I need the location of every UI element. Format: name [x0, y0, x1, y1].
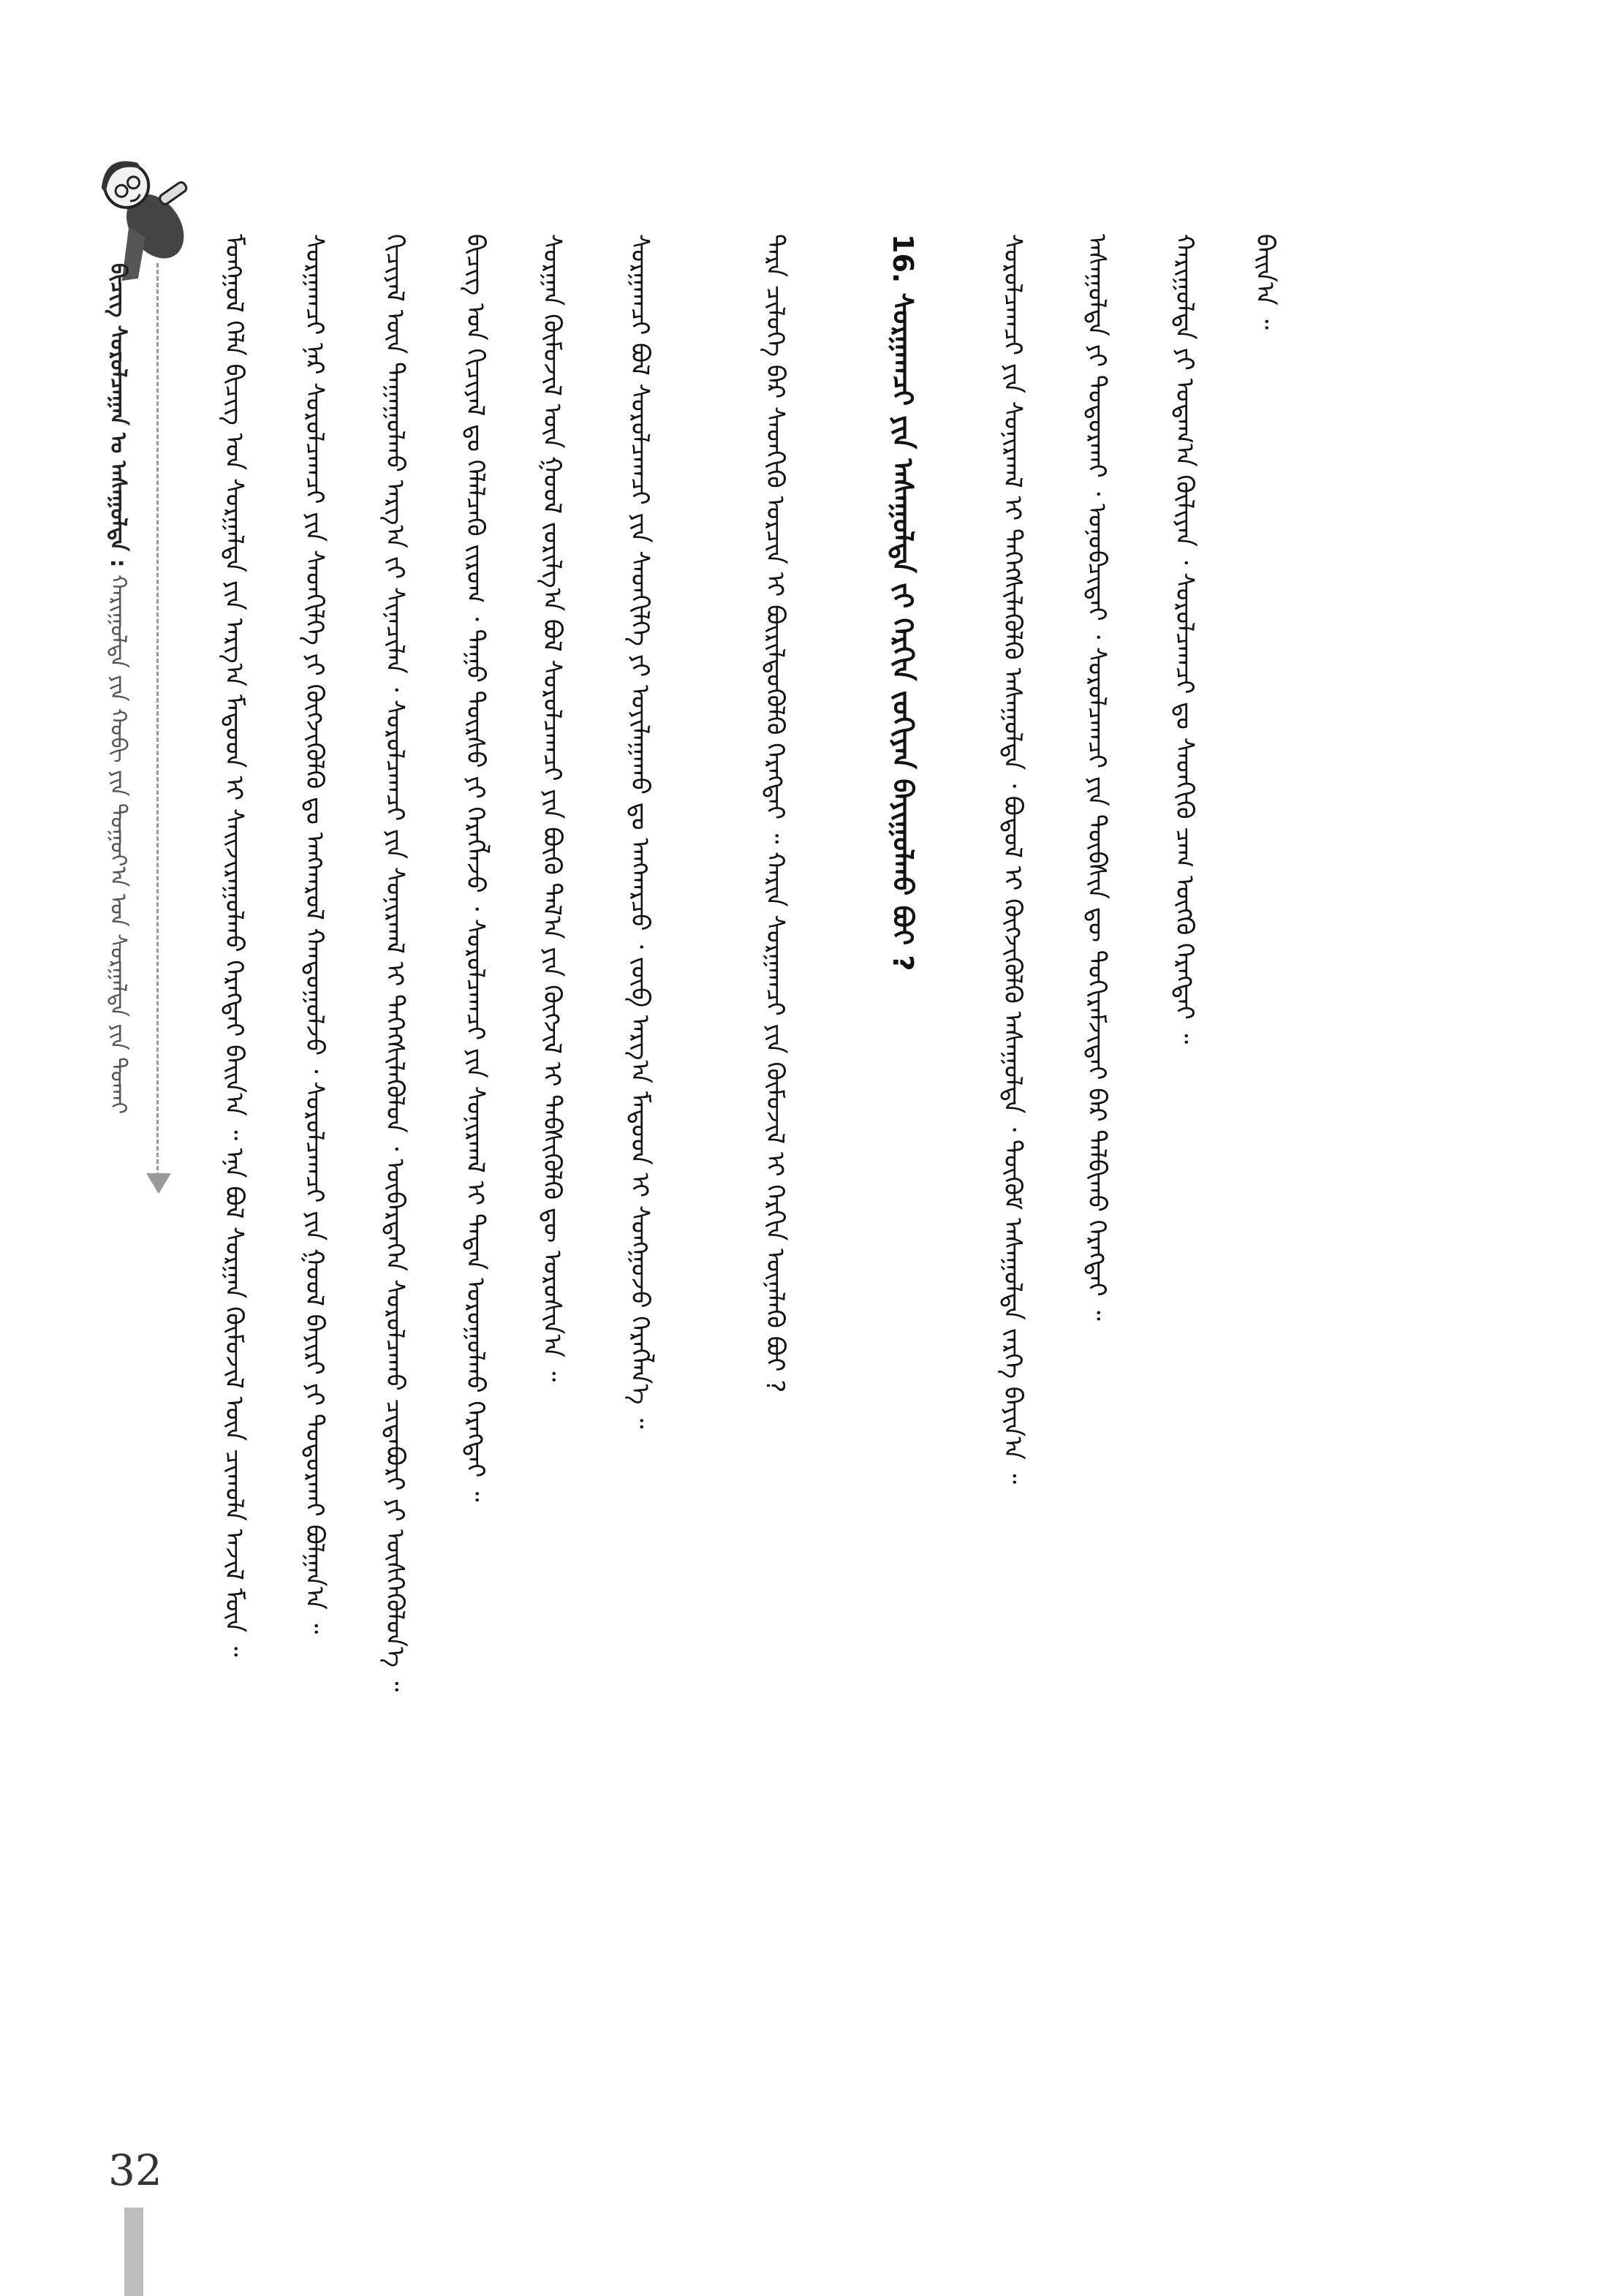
text-column-h: ᠰᠤᠷᠤᠯᠴᠠᠭᠴᠢ ᠶᠢᠨ ᠰᠣᠨᠢᠷᠬᠠᠯ ᠢ ᠳᠡᠭᠡᠭᠰᠢᠯᠡᠭᠦᠯᠬᠦ ᠠᠰᠠᠭᠤᠯᠲᠠ ᠂ ᠪᠣᠳᠣᠯ ᠢ ᠬᠥᠭᠵᠢᠭᠦᠯᠬᠦ ᠠᠰᠠᠭᠤᠯᠲᠠ ᠂ ᠳᠦᠭᠦᠮ ᠠᠰᠠᠭᠤᠯᠲᠠ ᠵᠡᠷᠭᠡ ᠪᠠᠶᠢᠨ᠎ᠠ ᠃: [998, 234, 1027, 1485]
text-column-i: ᠠᠰᠠᠭᠤᠯᠲᠠ ᠶᠢ ᠲᠣᠳᠣᠷᠬᠠᠢ ᠂ ᠣᠨᠣᠪᠴᠢᠲᠠᠢ ᠂ ᠰᠤᠷᠤᠯᠴᠠᠭᠴᠢ ᠶᠢᠨ ᠲᠦᠪᠰᠢᠨ ᠳᠦ ᠲᠣᠬᠢᠷᠠᠮᠵᠢᠲᠠᠢ ᠪᠡᠷ ᠲᠠᠯᠪᠢᠬᠤ ᠬᠡᠷᠡᠭᠲᠡᠢ ᠃: [1082, 234, 1111, 1321]
text-column-c: ᠬᠢᠴᠢᠶᠡᠯ ᠦᠨ ᠳᠠᠭᠠᠭᠤᠯᠬᠤ ᠠᠷᠭ᠎ᠠ ᠵᠢ ᠰᠢᠨᠡᠴᠢᠯᠡᠨ ᠂ ᠰᠤᠷᠤᠯᠴᠠᠭᠴᠢ ᠶᠢᠨ ᠰᠣᠨᠢᠷᠬᠠᠯ ᠢ ᠳᠡᠭᠡᠭᠰᠢᠯᠡᠭᠦᠯᠦᠨ ᠂ ᠥᠪᠡᠷᠲᠡᠭᠡᠨ ᠰᠤᠷᠤᠯᠴᠠᠬᠤ ᠴᠢᠳᠠᠪᠤᠷᠢ ᠶᠢ ᠥᠰᠭᠡᠭᠦᠯᠦᠨ᠎ᠡ ᠃: [380, 234, 409, 1692]
question-heading: 16. ᠰᠤᠷᠭᠠᠭᠴᠢ ᠶᠢᠨ ᠠᠰᠠᠭᠤᠯᠲᠠ ᠵᠢ ᠬᠡᠷᠬᠢᠨ ᠵᠣᠬᠢᠶᠠᠨ ᠪᠠᠶᠢᠭᠤᠯᠬᠤ ᠪᠤᠢ ?: [887, 234, 919, 971]
triangle-arrow-icon: [146, 1173, 171, 1194]
page-number: 32: [108, 2145, 162, 2195]
text-column-d: ᠪᠢᠴᠢᠭ ᠤᠨ ᠬᠢᠴᠢᠶᠡᠯ ᠳᠤ ᠬᠡᠯᠡᠯᠴᠡᠬᠦ ᠵᠢᠷᠤᠭ ᠂ ᠳᠠᠭᠤ ᠳᠦᠷᠰᠦ ᠶᠢ ᠬᠡᠷᠡᠭᠯᠡᠵᠦ ᠂ ᠰᠤᠷᠤᠯᠴᠠᠭᠴᠢ ᠶᠢᠨ ᠰᠣᠨᠢᠷᠬᠠᠯ ᠢ ᠲᠠᠲᠠᠨ ᠣᠷᠣᠭᠤᠯᠬᠤ ᠬᠡᠷᠡᠭᠲᠡᠢ ᠃: [461, 234, 490, 1502]
text-column-f: ᠰᠤᠷᠭᠠᠭᠴᠢ ᠪᠣᠯ ᠰᠤᠷᠤᠯᠴᠠᠭᠴᠢ ᠶᠢᠨ ᠰᠡᠳᠬᠢᠯᠭᠡ ᠶᠢ ᠣᠶᠢᠯᠠᠭᠠᠬᠤ ᠳᠤ ᠠᠩᠬᠠᠷᠴᠤ ᠂ ᠵᠥᠪ ᠠᠷᠭ᠎ᠠ ᠮᠡᠲᠤᠳ ᠢ ᠰᠣᠩᠭᠣᠵᠤ ᠬᠡᠷᠡᠭᠯᠡᠨ᠎ᠡ ᠃: [625, 234, 654, 1429]
mascot-illustration: [69, 135, 216, 281]
text-column-j: ᠬᠠᠷᠢᠭᠤᠯᠲᠠ ᠶᠢ ᠤᠳᠠᠭ᠎ᠠ ᠬᠦᠯᠢᠶᠡᠨ ᠂ ᠰᠤᠷᠤᠯᠴᠠᠭᠴᠢ ᠳᠤ ᠰᠡᠳᠬᠢᠬᠦ ᠴᠠᠭ ᠥᠭᠬᠦ ᠬᠡᠷᠡᠭᠲᠡᠢ ᠃: [1170, 234, 1199, 1045]
text-column-e: ᠰᠤᠷᠭᠠᠨ ᠬᠦᠮᠦᠵᠢᠯ ᠦᠨ ᠭᠣᠣᠯ ᠵᠣᠷᠢᠯᠭ᠎ᠠ ᠪᠣᠯ ᠰᠤᠷᠤᠯᠴᠠᠭᠴᠢ ᠶᠢᠨ ᠪᠦᠬᠦ ᠲᠠᠯ᠎ᠠ ᠶᠢᠨ ᠬᠥᠭᠵᠢᠯ ᠢ ᠳᠡᠪᠰᠢᠭᠦᠯᠬᠦ ᠳᠦ ᠣᠷᠣᠰᠢᠨ᠎ᠠ ᠃: [537, 234, 567, 1382]
text-column-k: ᠪᠠᠢᠨ᠎ᠠ ᠃: [1250, 234, 1279, 330]
text-column-a: ᠮᠣᠩᠭᠣᠯ ᠬᠡᠯᠡ ᠪᠢᠴᠢᠭ ᠤᠨ ᠰᠤᠷᠭᠠᠯᠲᠠ ᠶᠢᠨ ᠠᠷᠭ᠎ᠠ ᠮᠡᠲᠤᠳ ᠢ ᠰᠠᠢᠵᠢᠷᠠᠭᠤᠯᠬᠤ ᠬᠡᠷᠡᠭᠲᠡᠢ ᠪᠠᠢᠨ᠎ᠠ ᠃ ᠡᠨᠡ ᠪᠤᠯ ᠰᠤᠷᠭᠠᠨ ᠬᠦᠮᠦᠵᠢᠯ ᠦᠨ ᠴᠢᠬᠤᠯᠠ ᠠᠵᠢᠯ ᠮᠥᠨ ᠃: [219, 234, 249, 1657]
running-header-title: ᠪᠢᠴᠢᠭ ᠰᠤᠷᠤᠯᠴᠠᠭᠠᠨ ᠤ ᠠᠰᠠᠭᠤᠯᠲᠠ :: [105, 263, 131, 568]
running-header-subtitle: ᠬᠠᠷᠢᠭᠤᠯᠲᠠ ᠶᠢᠨ ᠬᠤᠪᠢ ᠶᠢᠨ ᠳᠤᠭᠤᠶ᠎ᠠ ᠤᠨ ᠰᠤᠷᠭᠠᠯᠲᠠ ᠶᠢᠨ ᠲᠤᠬᠠᠢ: [105, 575, 131, 1115]
text-column-g: ᠲᠡᠷᠡ ᠴᠢᠯᠦᠭᠡ ᠪᠡᠷ ᠰᠡᠳᠬᠢᠬᠦ ᠣᠷᠴᠢᠨ ᠢ ᠪᠦᠷᠢᠯᠳᠦᠭᠦᠯᠬᠦ ᠬᠡᠷᠡᠭᠲᠡᠢ ᠃ ᠬᠠᠷᠢᠨ ᠰᠤᠷᠭᠠᠭᠴᠢ ᠶᠢᠨ ᠬᠦᠮᠦᠵᠢᠯ ᠢ ᠬᠡᠷᠬᠢᠨ ᠦᠨᠡᠯᠡᠬᠦ ᠪᠤᠢ ?: [760, 234, 790, 1393]
page-edge-bar: [124, 2208, 143, 2296]
text-column-b: ᠰᠤᠷᠭᠠᠭᠴᠢ ᠨᠠᠷ ᠰᠤᠷᠤᠯᠴᠠᠭᠴᠢ ᠶᠢᠨ ᠰᠡᠳᠬᠢᠯᠭᠡ ᠶᠢ ᠬᠥᠭᠵᠢᠭᠦᠯᠬᠦ ᠳᠤ ᠠᠩᠬᠠᠷᠤᠯ ᠬᠠᠨᠳᠤᠭᠤᠯᠵᠤ ᠂ ᠰᠤᠷᠤᠯᠴᠠᠭᠴᠢ ᠶᠢᠨ ᠭᠣᠣᠯ ᠪᠠᠶᠢᠷᠢ ᠶᠢ ᠲᠣᠳᠣᠷᠬᠠᠢ ᠪᠣᠯᠭᠠᠨ᠎ᠠ ᠃: [300, 234, 329, 1634]
running-header: [102, 263, 133, 1114]
header-divider: [156, 263, 159, 1177]
